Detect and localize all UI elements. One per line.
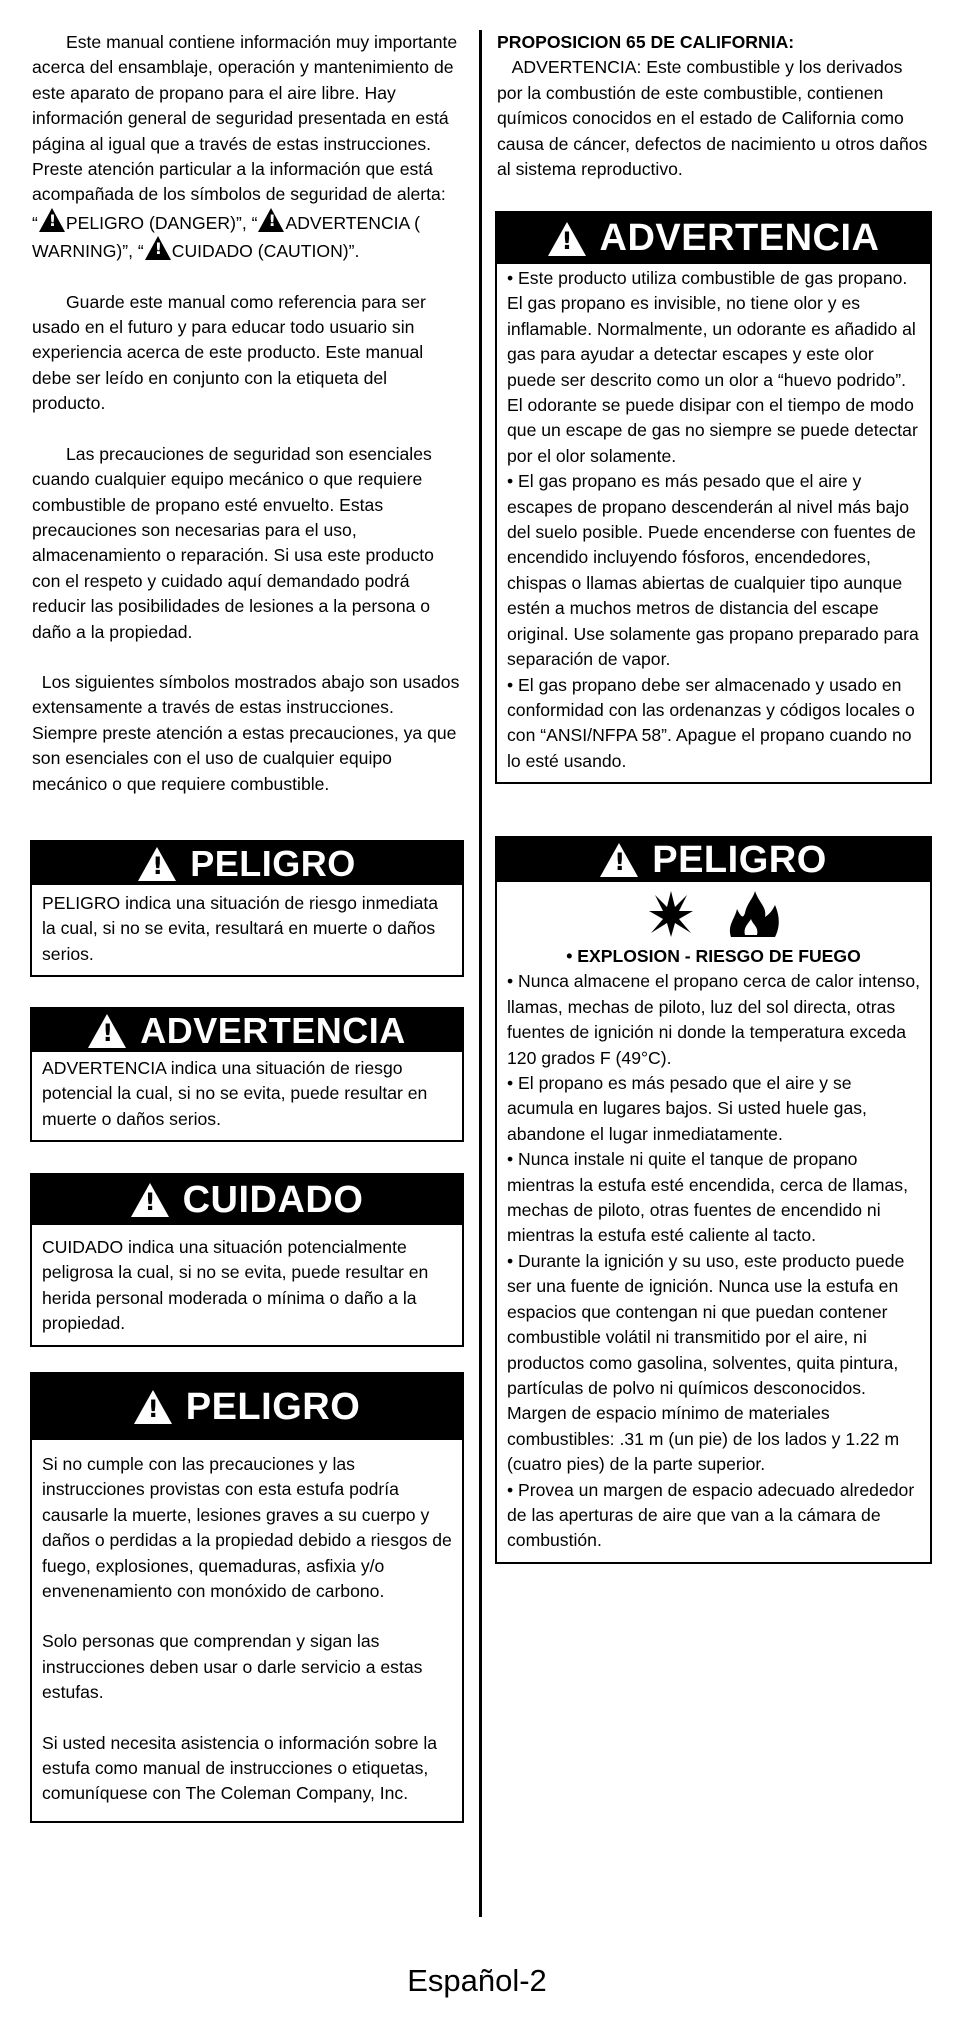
explosion-icon bbox=[647, 889, 695, 939]
peligro-bullet-2: • El propano es más pesado que el aire y se acumula en lugares bajos. Si usted huele gas, abandone el lugar inmediatamente. bbox=[507, 1073, 867, 1144]
warning-triangle-icon bbox=[138, 847, 176, 881]
peligro-bullet-3: • Nunca instale ni quite el tanque de propano mientras la estufa esté encendida, cerca de llamas, mechas de piloto, otras fuentes de encendido ni mientras la estufa esté caliente al tacto. bbox=[507, 1149, 908, 1246]
peligro-header: ! PELIGRO bbox=[32, 842, 462, 885]
hazard-icons bbox=[497, 886, 930, 942]
safety-symbols-line: “! PELIGRO (DANGER)”, “! ADVERTENCIA ( WARNING)”, “! CUIDADO (CAUTION)”. bbox=[32, 208, 464, 265]
warning-triangle-icon bbox=[548, 222, 586, 256]
peligro-main-paragraph-3: Si usted necesita asistencia o información sobre la estufa como manual de instrucciones o etiquetas, comuníquese con The Coleman Company, Inc. bbox=[42, 1732, 438, 1804]
advertencia-box-header: ! ADVERTENCIA bbox=[497, 213, 930, 264]
warning-triangle-icon bbox=[131, 1183, 169, 1217]
explosion-fire-risk-subtitle: • EXPLOSION - RIESGO DE FUEGO bbox=[566, 946, 861, 966]
advertencia-bullet-1: • Este producto utiliza combustible de gas propano. El gas propano es invisible, no tiene olor y es inflamable. Normalmente, un odorante es añadido al gas para ayudar a detectar escapes y este olor puede ser descrito como un olor a “huevo podrido”. El odorante se puede disipar con el tiempo de modo que un escape de gas no siempre se puede detectar por el olor solamente. bbox=[507, 268, 918, 466]
advertencia-bullet-3: • El gas propano debe ser almacenado y usado en conformidad con las ordenanzas y códigos locales o con “ANSI/NFPA 58”. Apague el propano cuando no lo esté usando. bbox=[507, 674, 915, 771]
left-column bbox=[32, 30, 464, 797]
advertencia-definition-box bbox=[30, 1007, 464, 1142]
warning-triangle-icon bbox=[145, 236, 171, 260]
advertencia-header: ! ADVERTENCIA bbox=[32, 1009, 462, 1052]
peligro-box bbox=[495, 836, 932, 1564]
advertencia-definition-text: ADVERTENCIA indica una situación de riesgo potencial la cual, si no se evita, puede resultar en muerte o daños serios. bbox=[42, 1058, 428, 1129]
prop65-text: ADVERTENCIA: Este combustible y los derivados por la combustión de este combustible, contienen químicos conocidos en el estado de California como causa de cáncer, defectos de nacimiento u otros daños al sistema reproductivo. bbox=[497, 57, 928, 180]
intro-paragraph-1: Este manual contiene información muy importante acerca del ensamblaje, operación y mantenimiento de este aparato de propano para el aire libre. Hay información general de seguridad presentada en está página al igual que a través de estas instrucciones. Preste atención particular a la información que está acompañada de los símbolos de seguridad de alerta: bbox=[32, 32, 458, 205]
page-number-label: Español-2 bbox=[407, 1963, 547, 1998]
prop65-title: PROPOSICION 65 DE CALIFORNIA: bbox=[497, 32, 795, 52]
warning-triangle-icon bbox=[134, 1390, 172, 1424]
fire-icon bbox=[725, 889, 781, 939]
cuidado-header: ! CUIDADO bbox=[32, 1175, 462, 1225]
peligro-main-header: ! PELIGRO bbox=[32, 1374, 462, 1440]
warning-triangle-icon bbox=[88, 1014, 126, 1048]
peligro-main-paragraph-1: Si no cumple con las precauciones y las instrucciones provistas con esta estufa podría causarle la muerte, lesiones graves a su cuerpo y daños o perdidas a la propiedad debido a riesgos de fuego, explosiones, quemaduras, asfixia y/o envenenamiento con monóxido de carbono. bbox=[42, 1454, 452, 1602]
right-column bbox=[497, 30, 931, 182]
warning-triangle-icon bbox=[258, 208, 284, 232]
peligro-main-box bbox=[30, 1372, 464, 1823]
intro-paragraph-2: Guarde este manual como referencia para ser usado en el futuro y para educar todo usuario sin experiencia acerca de este producto. Este manual debe ser leído en conjunto con la etiqueta del producto. bbox=[32, 291, 426, 414]
peligro-bullet-1: • Nunca almacene el propano cerca de calor intenso, llamas, mechas de piloto, luz del sol directa, otras fuentes de ignición ni donde la temperatura exceda 120 grados F (49°C). bbox=[507, 971, 921, 1068]
peligro-definition-box bbox=[30, 840, 464, 977]
peligro-definition-text: PELIGRO indica una situación de riesgo inmediata la cual, si no se evita, resultará en muerte o daños serios. bbox=[42, 893, 439, 964]
advertencia-bullet-2: • El gas propano es más pesado que el aire y escapes de propano descenderán al nivel más bajo del suelo posible. Puede encenderse con fuentes de encendido incluyendo fósforos, encendedores, chispas o llamas abiertas de cualquier tipo aunque estén a muchos metros de distancia del escape original. Use solamente gas propano preparado para separación de vapor. bbox=[507, 471, 919, 670]
peligro-box-header: ! PELIGRO bbox=[497, 838, 930, 882]
peligro-bullet-4: • Durante la ignición y su uso, este producto puede ser una fuente de ignición. Nunca use la estufa en espacios que contengan ni que puedan contener combustible volátil ni transmitido por el aire, ni productos como gasolina, solventes, quita pintura, partículas de polvo ni químicos desconocidos. Margen de espacio mínimo de materiales combustibles: .31 m (un pie) de los lados y 1.22 m (cuatro pies) de la parte superior. bbox=[507, 1250, 905, 1475]
peligro-main-paragraph-2: Solo personas que comprendan y sigan las instrucciones deben usar o darle servicio a estas estufas. bbox=[42, 1631, 423, 1703]
cuidado-definition-text: CUIDADO indica una situación potencialmente peligrosa la cual, si no se evita, puede resultar en herida personal moderada o mínima o daño a la propiedad. bbox=[42, 1237, 429, 1334]
warning-triangle-icon bbox=[39, 208, 65, 232]
warning-triangle-icon bbox=[600, 843, 638, 877]
advertencia-box bbox=[495, 211, 932, 784]
peligro-bullet-5: • Provea un margen de espacio adecuado alrededor de las aperturas de aire que van a la cámara de combustión. bbox=[507, 1479, 915, 1551]
intro-paragraph-3: Las precauciones de seguridad son esenciales cuando cualquier equipo mecánico o que requiere combustible de propano esté envuelto. Estas precauciones son necesarias para el uso, almacenamiento o reparación. Si usa este producto con el respeto y cuidado aquí demandado podrá reducir las posibilidades de lesiones a la persona o daño a la propiedad. bbox=[32, 443, 434, 642]
cuidado-definition-box bbox=[30, 1173, 464, 1347]
intro-paragraph-4: Los siguientes símbolos mostrados abajo son usados extensamente a través de estas instrucciones. Siempre preste atención a estas precauciones, ya que son esenciales con el uso de cualquier equipo mecánico o que requiere combustible. bbox=[32, 671, 460, 794]
column-divider bbox=[479, 30, 482, 1917]
